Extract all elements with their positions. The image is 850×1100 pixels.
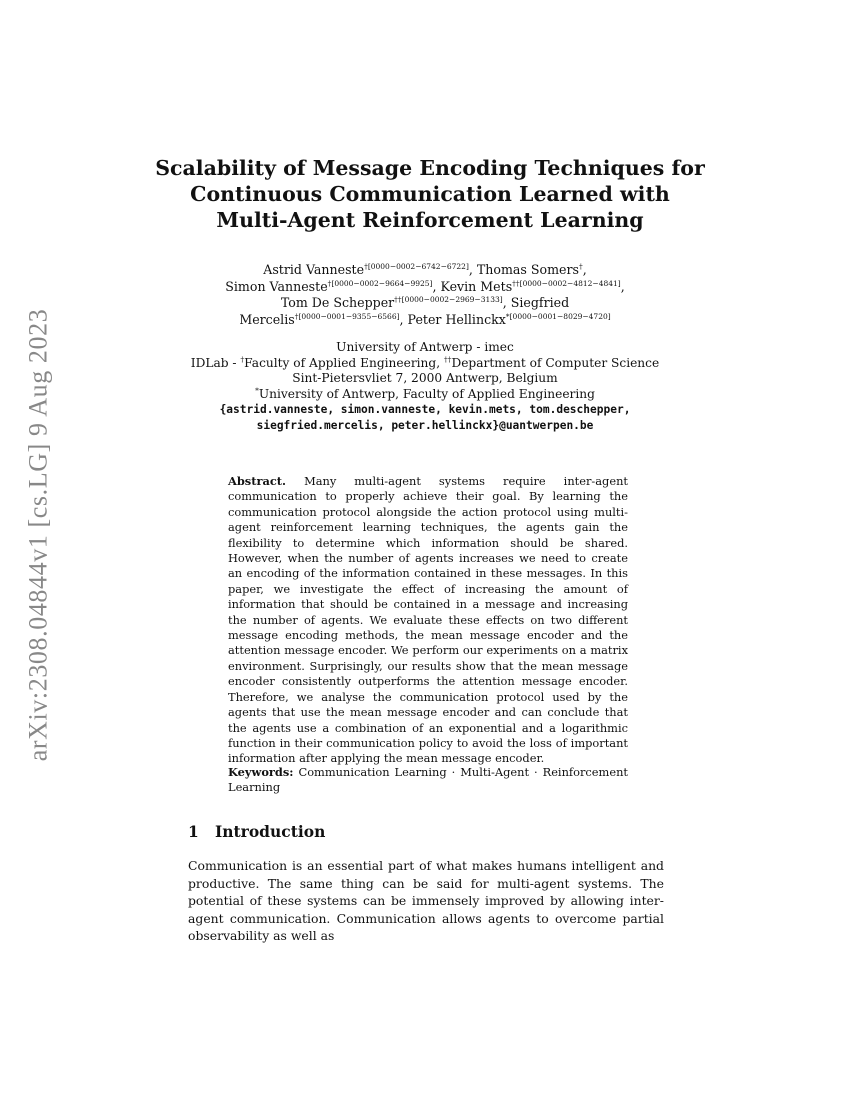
dagger-mark: † xyxy=(240,354,245,364)
abstract xyxy=(228,474,628,767)
author-name: Simon Vanneste xyxy=(225,278,328,294)
affiliation-block xyxy=(150,340,700,434)
affiliation-line xyxy=(150,387,700,403)
email-line[interactable]: siegfried.mercelis, peter.hellinckx}@uantwerpen.be xyxy=(256,418,594,432)
email-line[interactable]: {astrid.vanneste, simon.vanneste, kevin.mets, tom.deschepper, xyxy=(219,403,631,417)
affiliation-line: Sint-Pietersvliet 7, 2000 Antwerp, Belgium xyxy=(292,371,558,386)
affiliation-line: University of Antwerp - imec xyxy=(336,340,514,354)
author-line: Tom De Schepper$^{\dagger\dagger[0000-0002-2969-3133]}$, Siegfried xyxy=(280,295,570,310)
abstract-text: Many multi-agent systems require inter-agent communication to properly achieve their goal. By learning the communication protocol alongside the action protocol using multi-agent reinforcement learning techniques, the agents gain the flexibility to determine which information should be shared. However, when the number of agents increases we need to create an encoding of the information contained in these messages. In this paper, we investigate the effect of increasing the amount of information that should be contained in a message and increasing the number of agents. We evaluate these effects on two different message encoding methods, the mean message encoder and the attention message encoder. We perform our experiments on a matrix environment. Surprisingly, our results show that the mean message encoder consistently outperforms the attention message encoder. Therefore, we analyse the communication protocol used by the agents that use the mean message encoder and can conclude that the agents use a combination of an exponential and a logarithmic function in their communication policy to avoid the loss of important information after applying the mean message encoder. xyxy=(228,474,629,766)
lab-name: IDLab - xyxy=(190,355,241,370)
author-marks: ††[0000−0002−4812−4841] xyxy=(512,278,621,288)
arxiv-stamp-text: arXiv:2308.04844v1 [cs.LG] 9 Aug 2023 xyxy=(23,308,53,762)
keywords xyxy=(228,765,628,796)
faculty-name: University of Antwerp, Faculty of Applied Engineering xyxy=(258,386,595,401)
author-line: Mercelis$^{\dagger[0000-0001-9355-6566]}$, Peter Hellinckx$^{*[0000-0001-8029-4720]}$ xyxy=(239,311,611,327)
abstract-label: Abstract. xyxy=(228,474,287,488)
author-line: Simon Vanneste$^{\dagger[0000-0002-9664-9925]}$, Kevin Mets$^{\dagger\dagger[0000-0002-4812-4841]}$, xyxy=(225,278,625,294)
intro-paragraph: Communication is an essential part of what makes humans intelligent and productive. The same thing can be said for multi-agent systems. The potential of these systems can be immensely improved by allowing inter-agent communication. Communication allows agents to overcome partial observability as well as xyxy=(188,858,664,943)
affiliation-line xyxy=(150,356,700,372)
title-line: Multi-Agent Reinforcement Learning xyxy=(216,208,644,232)
author-name: Tom De Schepper xyxy=(280,295,395,310)
paper-title xyxy=(150,155,710,233)
author-name: Thomas Somers xyxy=(476,262,579,277)
author-marks: *[0000−0001−8029−4720] xyxy=(505,311,611,321)
section-number: 1 xyxy=(188,822,199,841)
author-marks: † xyxy=(579,262,583,271)
author-name: Siegfried xyxy=(510,295,570,310)
author-list xyxy=(150,262,700,328)
author-name: Astrid Vanneste xyxy=(263,262,365,277)
keywords-label: Keywords: xyxy=(228,765,294,779)
author-name: Kevin Mets xyxy=(440,278,513,294)
arxiv-stamp xyxy=(8,295,68,775)
section-title: Introduction xyxy=(215,822,326,841)
title-line: Scalability of Message Encoding Techniques for xyxy=(155,156,705,180)
keywords-text: Communication Learning · Multi-Agent · Reinforcement Learning xyxy=(228,765,629,795)
title-line: Continuous Communication Learned with xyxy=(190,182,670,206)
author-marks: †[0000−0001−9355−6566] xyxy=(294,311,400,321)
author-marks: †[0000−0002−9664−9925] xyxy=(327,278,433,288)
author-name: Mercelis xyxy=(239,311,295,327)
author-line: Astrid Vanneste$^{\dagger[0000-0002-6742-6722]}$, Thomas Somers†, xyxy=(263,262,587,277)
section-heading xyxy=(188,822,325,841)
faculty-name: Faculty of Applied Engineering, xyxy=(244,355,444,370)
author-marks: ††[0000−0002−2969−3133] xyxy=(394,295,503,304)
double-dagger-mark: †† xyxy=(443,354,452,364)
author-name: Peter Hellinckx xyxy=(407,311,506,327)
department-name: Department of Computer Science xyxy=(451,355,660,370)
author-marks: †[0000−0002−6742−6722] xyxy=(364,262,469,271)
star-mark: * xyxy=(255,385,259,395)
